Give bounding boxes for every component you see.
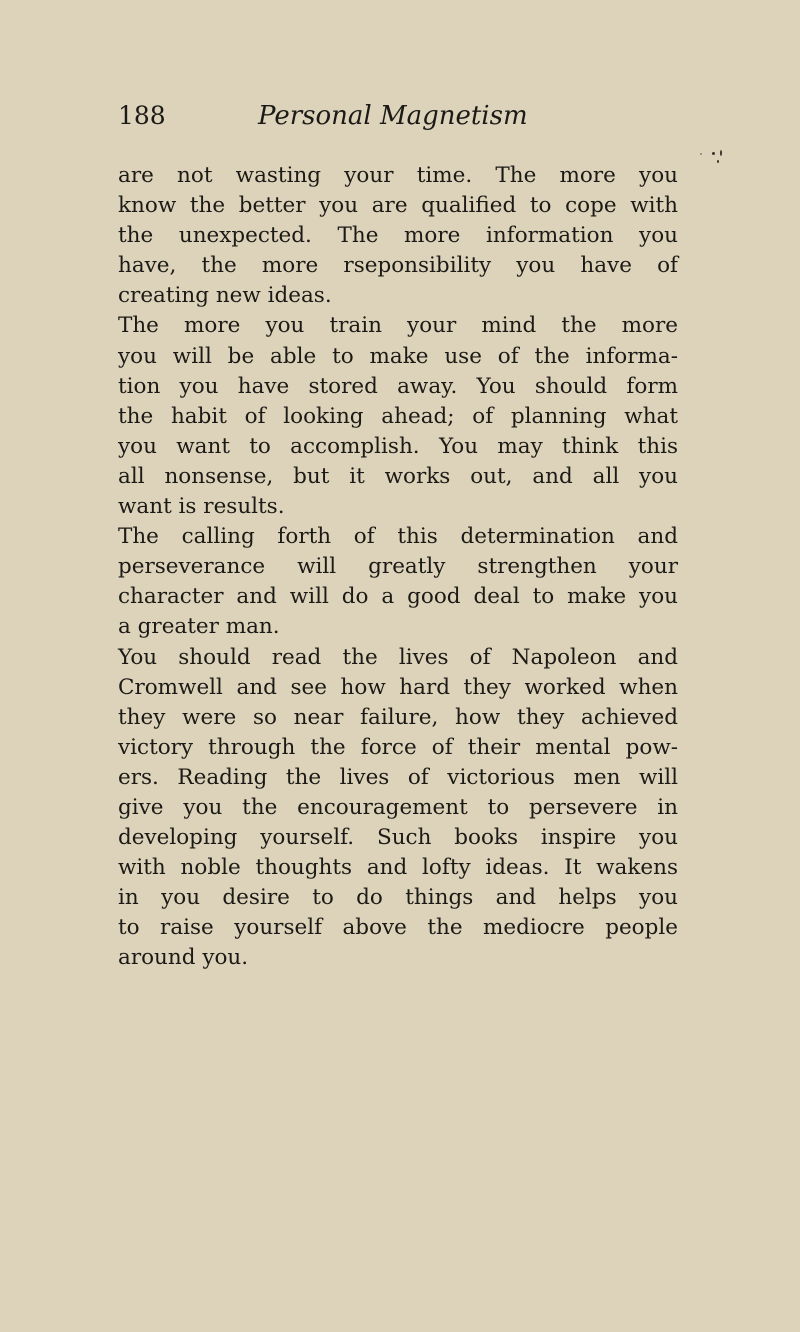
text-line: around you. [118, 945, 249, 971]
text-line: Cromwell and see how hard they worked when [118, 674, 678, 700]
print-specks [690, 150, 730, 180]
text-line: they were so near failure, how they achieved [118, 704, 678, 730]
text-line: in you desire to do things and helps you [118, 885, 678, 911]
text-line: the habit of looking ahead; of planning what [118, 403, 678, 429]
text-line: developing yourself. Such books inspire you [118, 825, 678, 851]
text-line: The more you train your mind the more [118, 313, 678, 339]
text-line: tion you have stored away. You should form [118, 373, 678, 399]
text-line: character and will do a good deal to make you [118, 584, 678, 610]
text-line: all nonsense, but it works out, and all you [118, 463, 678, 489]
text-line: a greater man. [118, 614, 280, 640]
page-header [118, 98, 678, 138]
text-line: You should read the lives of Napoleon and [118, 644, 678, 670]
text-line: ers. Reading the lives of victorious men will [118, 764, 678, 790]
running-title: Personal Magnetism [258, 101, 528, 131]
text-line: want is results. [118, 494, 285, 520]
text-line: have, the more rseponsibility you have of [118, 253, 678, 279]
text-line: are not wasting your time. The more you [118, 163, 678, 188]
text-line: The calling forth of this determination and [118, 524, 678, 550]
text-line: give you the encouragement to persevere in [118, 794, 678, 820]
text-line: perseverance will greatly strengthen your [118, 554, 678, 580]
text-line: victory through the force of their mental pow- [118, 734, 678, 760]
text-line: creating new ideas. [118, 283, 332, 309]
text-line: know the better you are qualified to cope with [118, 193, 678, 219]
text-line: to raise yourself above the mediocre people [118, 915, 678, 941]
text-line: you will be able to make use of the informa- [118, 343, 678, 369]
body-text [118, 161, 678, 974]
text-line: with noble thoughts and lofty ideas. It wakens [118, 855, 678, 881]
text-line: the unexpected. The more information you [118, 223, 678, 249]
text-line: you want to accomplish. You may think this [118, 433, 678, 459]
page-number: 188 [118, 101, 166, 130]
